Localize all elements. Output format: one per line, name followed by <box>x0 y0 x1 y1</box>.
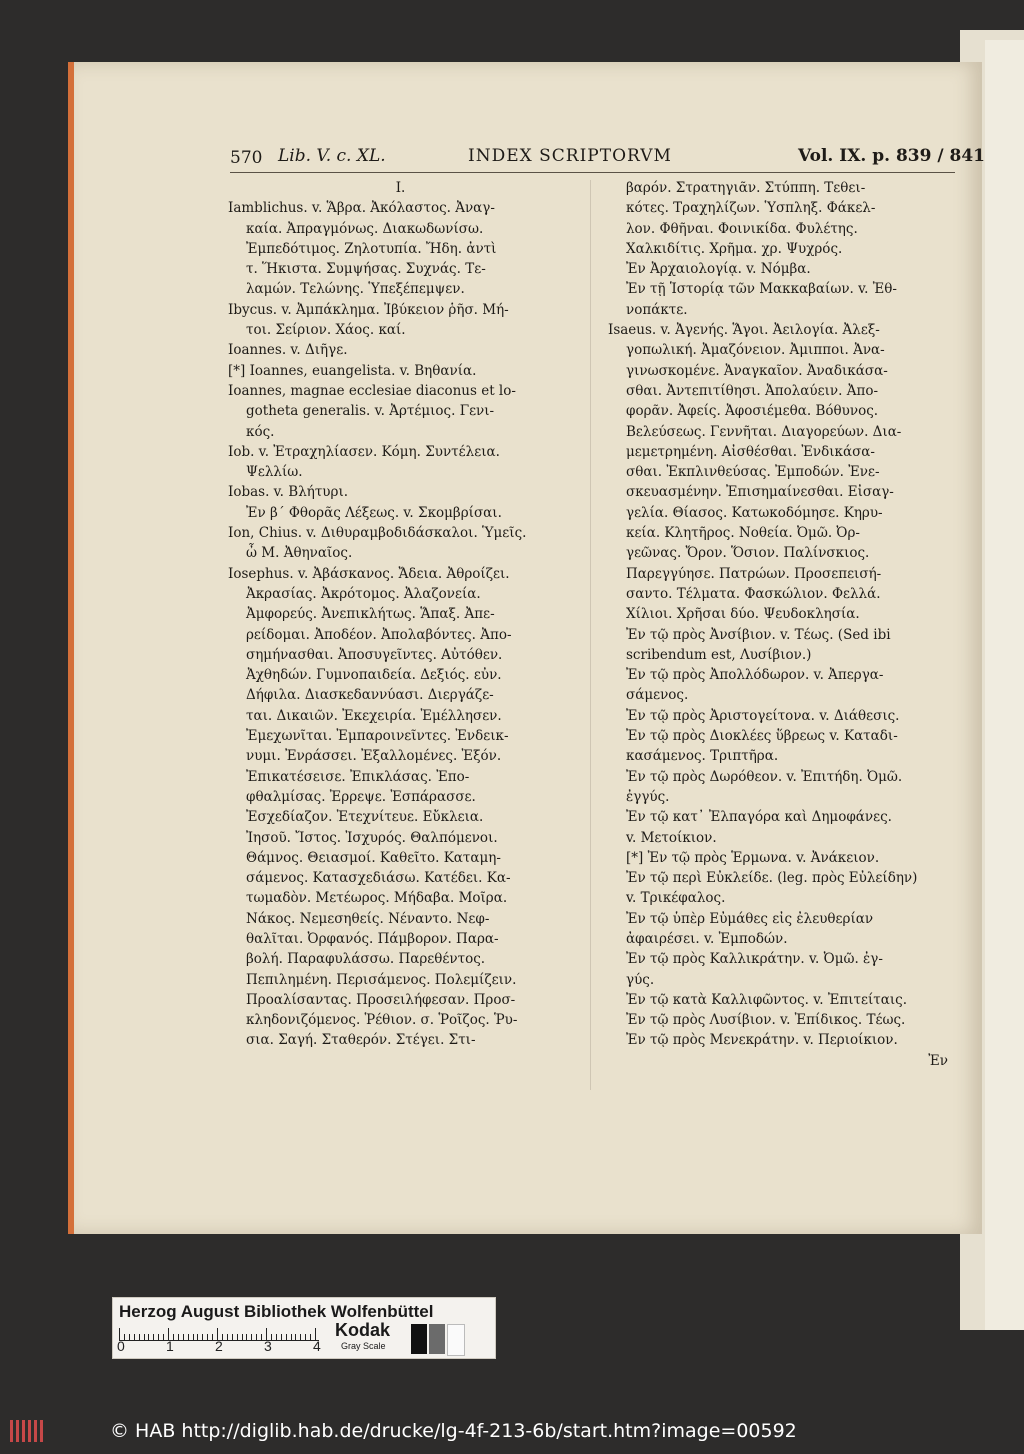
index-line: Θάμνος. Θειασμοί. Καθεῖτο. Καταμη- <box>246 849 501 866</box>
gray-patch-white <box>447 1324 465 1356</box>
index-line: γελία. Θίασος. Κατωκοδόμησε. Κηρυ- <box>626 504 883 521</box>
header-rule <box>230 172 955 173</box>
index-line: γινωσκομένε. Ἀναγκαῖον. Ἀναδικάσα- <box>626 362 888 379</box>
index-line: Ἐν <box>928 1052 948 1069</box>
index-line: Πεπιλημένη. Περισάμενος. Πολεμίζειν. <box>246 971 517 988</box>
index-line: ρείδομαι. Ἀποδέον. Ἀπολαβόντες. Ἀπο- <box>246 626 512 643</box>
index-line: Ἐν τῷ πρὸς Μενεκράτην. v. Περιοίκιον. <box>626 1032 898 1049</box>
index-line: Ion, Chius. v. Διθυραμβοδιδάσκαλοι. Ὑμεῖς. <box>228 525 527 542</box>
index-line: κός. <box>246 423 275 440</box>
index-line: Ἐν τῷ κατὰ Καλλιφῶντος. v. Ἐπιτείταις. <box>626 991 908 1008</box>
index-line: σαντο. Τέλματα. Φασκώλιον. Φελλά. <box>626 585 881 602</box>
index-line: σημήνασθαι. Ἀποσυγεῖντες. Αὐτόθεν. <box>246 646 503 663</box>
index-line: Χίλιοι. Χρῆσαι δύο. Ψευδοκλησία. <box>626 606 860 623</box>
index-line: Ἐν τῷ κατ᾽ Ἐλπαγόρα καὶ Δημοφάνες. <box>626 809 892 826</box>
index-line: σκευασμένην. Ἐπισημαίνεσθαι. Εἰσαγ- <box>626 484 894 501</box>
index-line: Ἀμφορεύς. Ἀνεπικλήτως. Ἅπαξ. Ἀπε- <box>246 606 495 623</box>
index-line: νυμι. Ἐνράσσει. Ἐξαλλομένες. Ἐξόν. <box>246 748 502 765</box>
index-line: Ioannes. v. Διῆγε. <box>228 342 348 359</box>
index-line: βαρόν. Στρατηγιᾶν. Στύππη. Τεθει- <box>626 180 866 196</box>
index-line: Ἐμπεδότιμος. Ζηλοτυπία. Ἤδη. ἀντὶ <box>246 240 497 257</box>
scale-number: 4 <box>313 1338 321 1354</box>
index-line: σάμενος. <box>626 687 689 704</box>
index-line: βολή. Παραφυλάσσω. Παρεθέντος. <box>246 951 486 968</box>
index-line: Ἀκρασίας. Ἀκρότομος. Ἀλαζονεία. <box>246 585 481 602</box>
index-line: gotheta generalis. v. Ἀρτέμιος. Γενι- <box>246 403 495 420</box>
running-title: INDEX SCRIPTORVM <box>468 146 672 166</box>
index-line: [*] Ioannes, euangelista. v. Βηθανία. <box>228 362 477 379</box>
index-line: Ἐμεχωνῖται. Ἐμπαροινεῖντες. Ἐνδεικ- <box>246 728 509 745</box>
scale-number: 2 <box>215 1338 223 1354</box>
left-column <box>228 178 573 1051</box>
index-line: Ἐν τῷ πρὸς Ἀπολλόδωρον. v. Ἀπεργα- <box>626 667 884 684</box>
index-line: Ψελλίω. <box>246 464 303 481</box>
scale-number: 3 <box>264 1338 272 1354</box>
color-target-card <box>112 1297 496 1359</box>
index-line: Ἰησοῦ. Ἴστος. Ἰσχυρός. Θαλπόμενοι. <box>246 829 498 846</box>
footer-bar <box>0 1412 1024 1454</box>
index-line: κληδονιζόμενος. Ῥέθιον. σ. Ῥοῖζος. Ῥυ- <box>246 1012 518 1029</box>
index-line: Βελεύσεως. Γεννῆται. Διαγορεύων. Δια- <box>626 423 902 440</box>
book-reference: Lib. V. c. XL. <box>278 146 386 166</box>
index-line: Ἐπικατέσεισε. Ἐπικλάσας. Ἐπο- <box>246 768 470 785</box>
column-divider <box>590 180 591 1090</box>
index-line: Iosephus. v. Ἀβάσκανος. Ἄδεια. Ἀθροίζει. <box>228 565 510 582</box>
scale-number: 0 <box>117 1338 125 1354</box>
index-line: σθαι. Ἀντεπιτίθησι. Ἀπολαύειν. Ἀπο- <box>626 382 879 399</box>
index-line: Νάκος. Νεμεσηθείς. Νέναντο. Νεφ- <box>246 910 490 927</box>
gray-patch-black <box>411 1324 427 1354</box>
index-line: λον. Φθῆναι. Φοινικίδα. Φυλέτης. <box>626 220 858 237</box>
index-line: Iamblichus. v. Ἅβρα. Ἀκόλαστος. Ἀναγ- <box>228 200 495 217</box>
index-line: v. Μετοίκιον. <box>626 829 717 846</box>
gray-scale-label: Gray Scale <box>341 1341 386 1351</box>
gray-patch-mid <box>429 1324 445 1354</box>
index-line: Ἐν β΄ Φθορᾶς Λέξεως. v. Σκομβρίσαι. <box>246 504 502 521</box>
index-line: σια. Σαγή. Σταθερόν. Στέγει. Στι- <box>246 1032 476 1049</box>
index-line: Ἐν τῷ πρὸς Δωρόθεον. v. Ἐπιτήδη. Ὀμῶ. <box>626 768 903 785</box>
index-line: τωμαδὸν. Μετέωρος. Μήδαβα. Μοῖρα. <box>246 890 508 907</box>
index-line: Ἐν τῷ πρὸς Ἀνσίβιον. v. Τέως. (Sed ibi <box>626 626 891 643</box>
index-line: τοι. Σείριον. Χάος. καί. <box>246 322 406 339</box>
index-line: Ἐν Ἀρχαιολογίᾳ. v. Νόμβα. <box>626 261 811 278</box>
index-line: Ioannes, magnae ecclesiae diaconus et lo- <box>228 382 516 399</box>
scale-number: 1 <box>166 1338 174 1354</box>
index-line: Ἐν τῷ ὑπὲρ Εὐμάθες εἰς ἐλευθερίαν <box>626 910 874 927</box>
copyright-url: © HAB http://diglib.hab.de/drucke/lg-4f-213-6b/start.htm?image=00592 <box>110 1420 797 1442</box>
index-line: φθαλμίσας. Ἐρρεψε. Ἐσπάρασσε. <box>246 788 476 805</box>
index-line: Ἐν τῇ Ἱστορίᾳ τῶν Μακκαβαίων. v. Ἐθ- <box>626 281 897 298</box>
index-line: ἐγγύς. <box>626 788 670 805</box>
index-line: φορᾶν. Ἀφείς. Ἀφοσιέμεθα. Βόθυνος. <box>626 403 879 420</box>
index-line: θαλῖται. Ὀρφανός. Πάμβορον. Παρα- <box>246 930 499 947</box>
kodak-logo: Kodak <box>335 1320 391 1340</box>
right-column <box>608 178 948 1071</box>
index-line: [*] Ἐν τῷ πρὸς Ἑρμωνα. v. Ἀνάκειον. <box>626 849 880 866</box>
index-line: γεῶνας. Ὄρον. Ὅσιον. Παλίνσκιος. <box>626 545 870 562</box>
index-line: λαμών. Τελώνης. Ὑπεξέπεμψεν. <box>246 281 465 298</box>
index-line: I. <box>395 180 406 196</box>
index-line: Ἐν τῷ πρὸς Διοκλέες ὕβρεως v. Καταδι- <box>626 728 898 745</box>
target-title: Herzog August Bibliothek Wolfenbüttel <box>119 1302 434 1321</box>
index-line: τ. Ἥκιστα. Συμψήσας. Συχνάς. Τε- <box>246 261 486 278</box>
index-line: Ἐν τῷ πρὸς Ἀριστογείτονα. v. Διάθεσις. <box>626 707 900 724</box>
index-line: Ἐν τῷ περὶ Εὐκλείδε. (leg. πρὸς Εὐλείδην) <box>626 870 918 887</box>
index-line: ται. Δικαιῶν. Ἐκεχειρία. Ἐμέλλησεν. <box>246 707 502 724</box>
index-line: Isaeus. v. Ἀγενής. Ἅγοι. Ἀειλογία. Ἀλεξ- <box>608 322 880 339</box>
index-line: Χαλκιδίτις. Χρῆμα. χρ. Ψυχρός. <box>626 240 843 257</box>
index-line: κεία. Κλητῆρος. Νοθεία. Ὀμῶ. Ὀρ- <box>626 525 860 542</box>
index-line: σθαι. Ἐκπλινθεύσας. Ἐμποδών. Ἐνε- <box>626 464 880 481</box>
index-line: Παρεγγύησε. Πατρώων. Προσεπεισή- <box>626 565 882 582</box>
index-line: Ἐν τῷ πρὸς Καλλικράτην. v. Ὀμῶ. ἐγ- <box>626 951 883 968</box>
page-header <box>0 144 1024 174</box>
index-line: καία. Ἀπραγμόνως. Διακωδωνίσω. <box>246 220 484 237</box>
index-line: Ibycus. v. Ἀμπάκλημα. Ἰβύκειον ῥῆσ. Μή- <box>228 301 509 318</box>
index-line: Iob. v. Ἐτραχηλίασεν. Κόμη. Συντέλεια. <box>228 443 500 460</box>
library-logo-icon <box>10 1420 44 1442</box>
index-line: Ἐσχεδίαζον. Ἐτεχνίτευε. Εὔκλεια. <box>246 809 484 826</box>
index-line: Δήφιλα. Διασκεδαννύασι. Διεργάζε- <box>246 687 494 704</box>
index-line: v. Τρικέφαλος. <box>626 890 726 907</box>
index-line: μεμετρημένη. Αἰσθέσθαι. Ἐνδικάσα- <box>626 443 875 460</box>
index-line: νοπάκτε. <box>626 301 688 318</box>
index-line: γοπωλική. Ἀμαζόνειον. Ἀμιπποι. Ἀνα- <box>626 342 885 359</box>
index-line: κασάμενος. Τριπτῆρα. <box>626 748 779 765</box>
index-line: ὦ M. Ἀθηναῖος. <box>246 545 353 562</box>
index-line: γύς. <box>626 971 655 988</box>
index-line: Ἐν τῷ πρὸς Λυσίβιον. v. Ἐπίδικος. Τέως. <box>626 1012 906 1029</box>
index-line: Προαλίσαντας. Προσειλήφεσαν. Προσ- <box>246 991 516 1008</box>
index-line: ἀφαιρέσει. v. Ἐμποδών. <box>626 930 788 947</box>
index-line: κότες. Τραχηλίζων. Ὑσπληξ. Φάκελ- <box>626 200 876 217</box>
page-number: 570 <box>230 148 263 168</box>
index-line: Ἀχθηδών. Γυμνοπαιδεία. Δεξιός. εὐν. <box>246 667 502 684</box>
volume-reference: Vol. IX. p. 839 / 841 <box>798 146 985 166</box>
index-line: scribendum est, Λυσίβιον.) <box>626 646 812 663</box>
next-page-edge-light <box>985 40 1024 1330</box>
index-line: σάμενος. Κατασχεδιάσω. Κατέδει. Κα- <box>246 870 511 887</box>
index-line: Iobas. v. Βλήτυρι. <box>228 484 349 501</box>
